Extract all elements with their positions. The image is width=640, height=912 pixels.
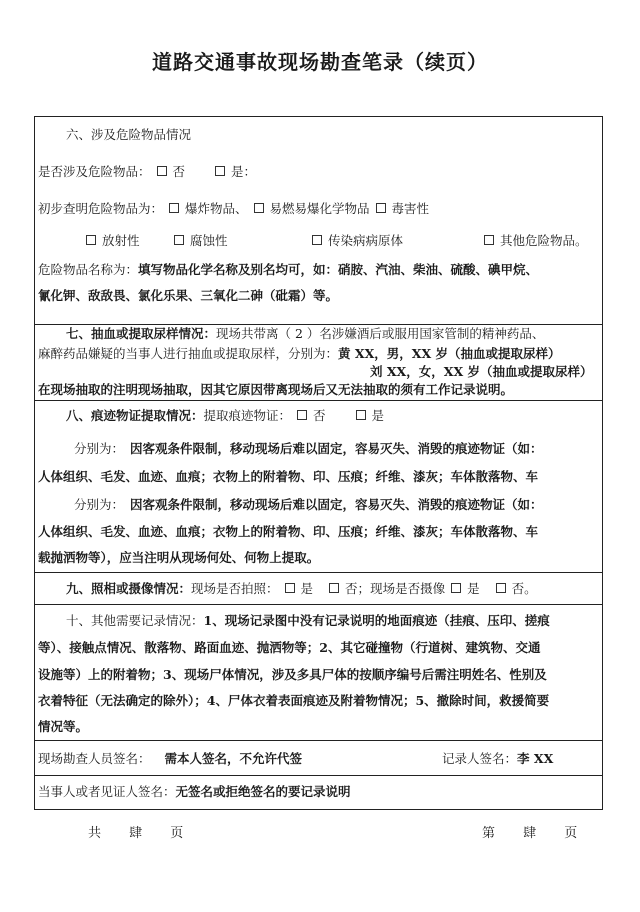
s10-line3: 设施等）上的附着物；3、现场尸体情况，涉及多具尸体的按顺序编号后需注明姓名、性别及 xyxy=(38,667,547,682)
s8-p1-row1 xyxy=(74,440,543,458)
divider-s9 xyxy=(34,572,603,573)
s9-video-label: 现场是否摄像 xyxy=(370,581,446,596)
s8-p2-line1: 因客观条件限制，移动现场后难以固定，容易灭失、消毁的痕迹物证（如： xyxy=(130,497,543,512)
s6-heading: 六、涉及危险物品情况 xyxy=(66,127,192,142)
s6-question-label: 是否涉及危险物品： xyxy=(38,164,151,179)
s6-opt-radioactive xyxy=(80,232,140,250)
s6-hazard-name-row xyxy=(38,261,538,279)
s9-video-no: 否。 xyxy=(511,581,537,596)
total-pages: 共 肆 页 xyxy=(88,826,196,841)
investigator-value[interactable]: 需本人签名，不允许代签 xyxy=(164,751,303,766)
s6-opt-other xyxy=(478,232,588,250)
s10-row1 xyxy=(66,612,550,630)
recorder-label: 记录人签名： xyxy=(442,751,518,766)
divider-s10 xyxy=(34,604,603,605)
checkbox-radioactive[interactable] xyxy=(86,235,96,245)
s6-name-label: 危险物品名称为： xyxy=(38,262,139,277)
s6-opt-corrosive xyxy=(168,232,228,250)
s10-line4: 衣着特征（无法确定的除外）；4、尸体衣着表面痕迹及附着物情况；5、撤除时间，救援简要 xyxy=(38,693,550,708)
party-label: 当事人或者见证人签名： xyxy=(38,784,176,799)
opt-explosive: 爆炸物品、 xyxy=(185,201,248,216)
s8-p1-line1: 因客观条件限制，移动现场后难以固定，容易灭失、消毁的痕迹物证（如： xyxy=(130,441,543,456)
opt-toxic: 毒害性 xyxy=(391,201,430,216)
s6-name-text-2: 氰化钾、敌敌畏、氯化乐果、三氧化二砷（砒霜）等。 xyxy=(38,288,339,303)
checkbox-corrosive[interactable] xyxy=(174,235,184,245)
s10-line2: 等）、接触点情况、散落物、路面血迹、抛洒物等；2、其它碰撞物（行道树、建筑物、交通 xyxy=(38,640,541,655)
divider-sign-2 xyxy=(34,775,603,776)
checkbox-other[interactable] xyxy=(484,235,494,245)
investigator-label: 现场勘查人员签名： xyxy=(38,751,151,766)
investigator-signature-row xyxy=(38,750,302,768)
party-signature-row xyxy=(38,783,351,801)
checkbox-infectious[interactable] xyxy=(312,235,322,245)
s9-photo-no: 否； xyxy=(345,581,371,596)
s9-row xyxy=(66,580,537,598)
s6-hazard-question xyxy=(38,163,256,181)
checkbox-s8-no[interactable] xyxy=(297,410,307,420)
s8-sep-label-2: 分别为： xyxy=(74,497,125,512)
divider-sign-1 xyxy=(34,740,603,741)
s6-yes-label: 是： xyxy=(231,164,257,179)
divider-s8 xyxy=(34,400,603,401)
checkbox-yes[interactable] xyxy=(215,166,225,176)
s7-line2: 麻醉药品嫌疑的当事人进行抽血或提取尿样，分别为： xyxy=(38,346,339,361)
checkbox-explosive[interactable] xyxy=(169,203,179,213)
s9-heading: 九、照相或摄像情况： xyxy=(66,581,192,596)
recorder-signature-row xyxy=(442,750,553,768)
party-value[interactable]: 无签名或拒绝签名的要记录说明 xyxy=(175,784,351,799)
s8-no-label: 否 xyxy=(313,408,326,423)
checkbox-video-no[interactable] xyxy=(496,583,506,593)
s6-prelim-label: 初步查明危险物品为： xyxy=(38,201,164,216)
opt-corrosive-label: 腐蚀性 xyxy=(190,233,228,248)
s7-line1: 现场共带离（ 2 ）名涉嫌酒后或服用国家管制的精神药品、 xyxy=(216,326,545,341)
s8-yes-label: 是 xyxy=(371,408,385,423)
checkbox-toxic[interactable] xyxy=(376,203,386,213)
s8-extract-label: 提取痕迹物证： xyxy=(203,408,292,423)
s7-line2-row xyxy=(38,345,561,363)
opt-other-label: 其他危险物品。 xyxy=(500,233,588,248)
opt-infectious-label: 传染病病原体 xyxy=(328,233,404,248)
checkbox-video-yes[interactable] xyxy=(451,583,461,593)
s8-p2-line3: 载抛洒物等），应当注明从现场何处、何物上提取。 xyxy=(38,550,320,565)
s10-line1: 1、现场记录图中没有记录说明的地面痕迹（挂痕、压印、搓痕 xyxy=(203,613,550,628)
s6-name-text-1: 填写物品化学名称及别名均可，如：硝胺、汽油、柴油、硫酸、碘甲烷、 xyxy=(138,262,539,277)
s10-line5: 情况等。 xyxy=(38,719,89,734)
s9-photo-label: 现场是否拍照： xyxy=(191,581,279,596)
s8-p1-line2: 人体组织、毛发、血迹、血痕；衣物上的附着物、印、压痕；纤维、漆灰；车体散落物、车 xyxy=(38,469,539,484)
checkbox-photo-yes[interactable] xyxy=(285,583,295,593)
opt-flammable: 易燃易爆化学物品 xyxy=(269,201,370,216)
checkbox-s8-yes[interactable] xyxy=(356,410,366,420)
recorder-value[interactable]: 李 XX xyxy=(517,751,554,766)
s8-p2-row1 xyxy=(74,496,543,514)
s7-person-2: 刘 XX，女，XX 岁（抽血或提取尿样） xyxy=(370,364,593,379)
checkbox-no[interactable] xyxy=(157,166,167,176)
s6-no-label: 否 xyxy=(172,164,186,179)
s10-heading: 十、其他需要记录情况： xyxy=(66,613,204,628)
s7-heading: 七、抽血或提取尿样情况： xyxy=(66,326,217,341)
s6-prelim-row xyxy=(38,200,429,218)
s7-note: 在现场抽取的注明现场抽取，因其它原因带离现场后又无法抽取的须有工作记录说明。 xyxy=(38,382,514,397)
s9-video-yes: 是 xyxy=(467,581,480,596)
page-number: 第 肆 页 xyxy=(482,826,590,841)
checkbox-photo-no[interactable] xyxy=(329,583,339,593)
s8-p2-line2: 人体组织、毛发、血迹、血痕；衣物上的附着物、印、压痕；纤维、漆灰；车体散落物、车 xyxy=(38,524,539,539)
opt-radioactive-label: 放射性 xyxy=(102,233,140,248)
s8-heading-row xyxy=(66,407,384,425)
s8-heading: 八、痕迹物证提取情况： xyxy=(66,408,204,423)
s6-opt-infectious xyxy=(306,232,403,250)
s7-person-1: 黄 XX，男，XX 岁（抽血或提取尿样） xyxy=(338,346,561,361)
s8-sep-label-1: 分别为： xyxy=(74,441,125,456)
page-title: 道路交通事故现场勘查笔录（续页） xyxy=(152,50,488,74)
s9-photo-yes: 是 xyxy=(300,581,314,596)
checkbox-flammable[interactable] xyxy=(254,203,264,213)
s7-heading-row xyxy=(66,325,544,343)
